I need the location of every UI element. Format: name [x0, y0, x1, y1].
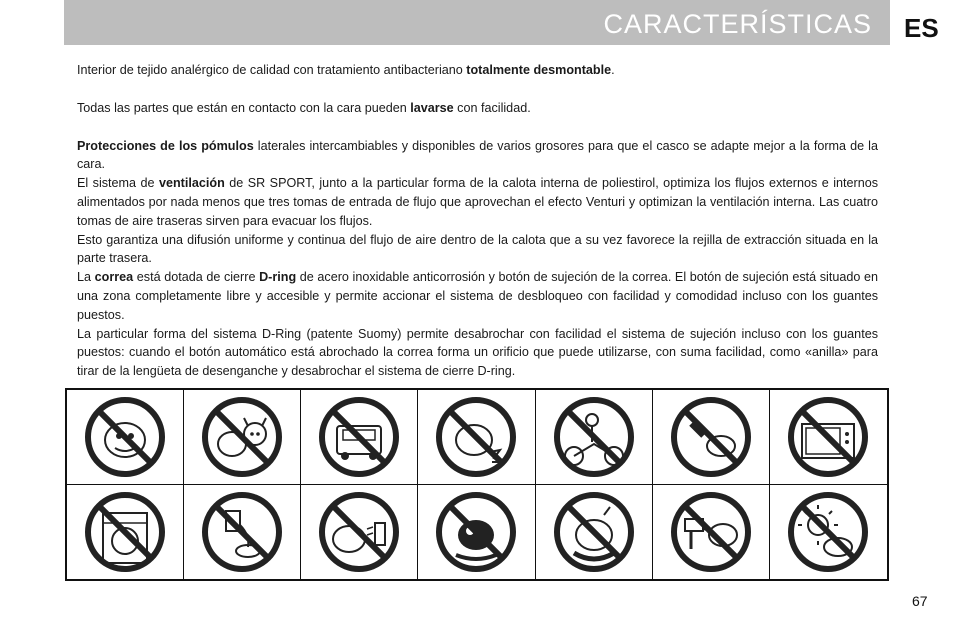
no-aerosol-icon: [309, 489, 409, 575]
no-dropping-icon: [426, 489, 526, 575]
paragraph-cheek-pads: Protecciones de los pómulos laterales intercambiables y disponibles de varios grosores para que el casco se adapte mejor a la forma de la cara.: [77, 138, 878, 172]
no-car-exhaust-icon: [309, 394, 409, 480]
warning-cell: [536, 390, 653, 485]
warning-cell: [770, 485, 887, 580]
no-washing-machine-icon: [75, 489, 175, 575]
warning-cell: [184, 485, 301, 580]
paragraph-airflow: Esto garantiza una difusión uniforme y continua del flujo de aire dentro de la calota que a su vez favorece la rejilla de extracción situada en la parte trasera.: [77, 232, 878, 266]
paragraph-strap: La correa está dotada de cierre D-ring de acero inoxidable anticorrosión y botón de sujeción de la correa. El botón de sujeción está situado en una zona completamente libre y accesible y permite accionar el sistema de desbloqueo con facilidad y comodidad incluso con los guantes puestos.: [77, 270, 878, 322]
warning-icons-grid: [65, 388, 889, 581]
paragraph-lining: Interior de tejido analérgico de calidad con tratamiento antibacteriano totalmente desmontable.: [77, 63, 615, 77]
no-helmet-cartoon-icon: [75, 394, 175, 480]
no-microwave-icon: [778, 394, 878, 480]
paragraph-ventilation: El sistema de ventilación de SR SPORT, junto a la particular forma de la calota interna de poliestirol, optimiza los flujos externos e internos alimentados por nada menos que tres tomas de entrada de flujo que aprovechan el efecto Venturi y optimizan la ventilación interna. Las cuatro tomas de aire traseras sirven para evacuar los flujos.: [77, 176, 878, 228]
no-sun-exposure-icon: [778, 489, 878, 575]
warning-cell: [536, 485, 653, 580]
header-bar: [64, 0, 890, 45]
warning-cell: [67, 390, 184, 485]
warning-cell: [653, 485, 770, 580]
warning-cell: [653, 390, 770, 485]
page-number: 67: [912, 593, 928, 609]
no-hard-impact-icon: [544, 489, 644, 575]
body-text: [77, 61, 878, 381]
no-hair-dryer-icon: [661, 489, 761, 575]
no-passenger-riding-icon: [544, 394, 644, 480]
warning-cell: [301, 390, 418, 485]
warning-cell: [301, 485, 418, 580]
warning-cell: [184, 390, 301, 485]
no-pet-chewing-icon: [192, 394, 292, 480]
warning-cell: [418, 390, 535, 485]
warning-cell: [67, 485, 184, 580]
no-solvent-spray-icon: [661, 394, 761, 480]
page-title: CARACTERÍSTICAS: [603, 9, 872, 39]
paragraph-washable: Todas las partes que están en contacto con la cara pueden lavarse con facilidad.: [77, 100, 531, 115]
paragraph-dring: La particular forma del sistema D-Ring (patente Suomy) permite desabrochar con facilidad el sistema de sujeción incluso con los guantes puestos: cuando el botón automático está abrochado la correa forma un orificio que puede utilizarse, con suma facilidad, como «anilla» para tirar de la lengüeta de desenganche y desabrochar el sistema de cierre D-ring.: [77, 326, 878, 379]
warning-cell: [418, 485, 535, 580]
no-paint-icon: [192, 489, 292, 575]
warning-cell: [770, 390, 887, 485]
language-badge: ES: [904, 13, 939, 43]
no-impact-icon: [426, 394, 526, 480]
